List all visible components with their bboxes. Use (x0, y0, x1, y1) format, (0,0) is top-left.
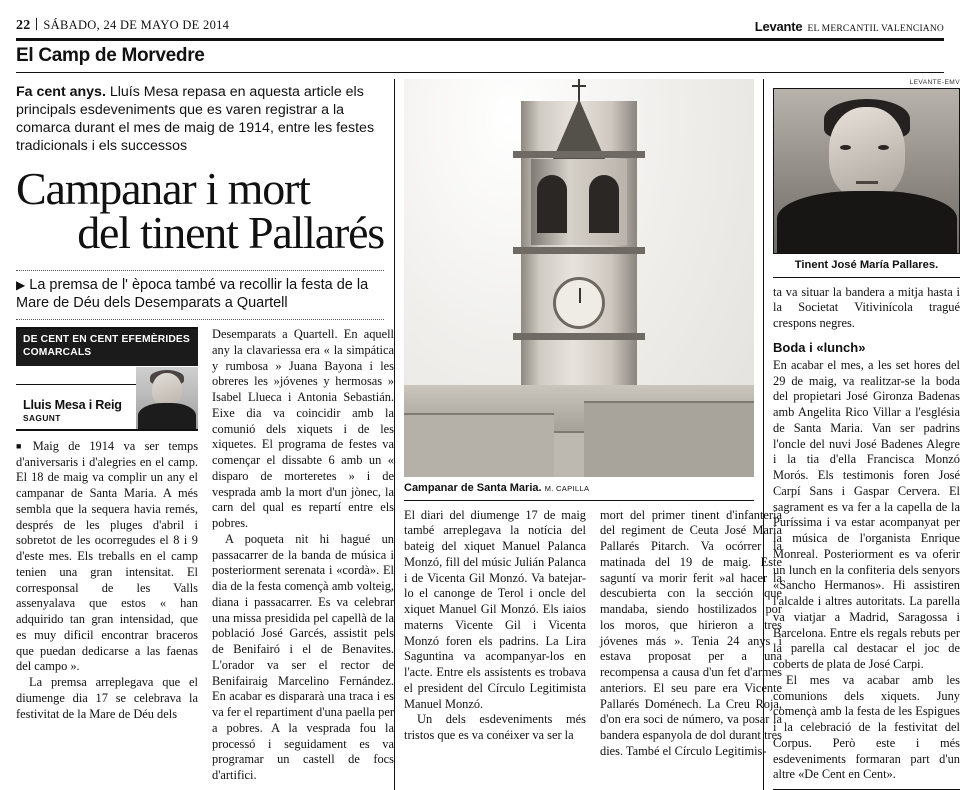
paragraph: El diari del diumenge 17 de maig també arreplegava la notícia del bateig del xiquet Manuel Palanca Monzó, fill del músic Julián Palanca i de Vicenta Gil Monzó. Va batejar-lo el canonge de Terol i oncle del xiquet Manuel Gil Monzó. Els iaios materns Vicente Gil i Vicenta Monzó foren els padrins. La Lira Saguntina va acompanyar-los en l'acte. Entre els assistents es trobava el president del Círculo Legitimista Manuel Monzó. (404, 508, 586, 713)
author-name-wrap (16, 398, 122, 429)
section-rule (16, 72, 944, 73)
headline-line-2: del tinent Pallarés (16, 211, 384, 256)
tower-clock (553, 277, 605, 329)
bell-tower (521, 101, 637, 431)
column-3 (404, 508, 586, 760)
article-subhead (16, 276, 384, 317)
author-identity (16, 366, 198, 429)
main-photo-bell-tower (404, 79, 754, 477)
paragraph: Un dels esdeveniments més tristos que es va conéixer va ser la (404, 712, 586, 744)
cross-icon (578, 79, 580, 101)
portrait-wrap (773, 79, 960, 254)
paragraph: A poqueta nit hi hagué un passacarrer de la banda de música i posteriorment serenata i «cordà». El dia de la festa començà amb volteig, diana i passacarrer. Es va celebrar una missa presidida pel capellà de la població José Garcés, assistit pels de Benifairó i el de Benavites. L'orador va ser el rector de Benifairaig Marcelino Fernández. En acabar es dispararà una traca i es va fer el repartiment d'una paella per a pobres. A la vesprada fou la processó i seguidament es va programar un castell de focs d'artifici. (212, 532, 394, 784)
triangle-bullet-icon: ▶ (16, 278, 25, 292)
paragraph: Desemparats a Quartell. En aquell any la clavariessa era « la simpática y rumbosa » Juana Bayona i les obreres les »jóvenes y hermosas » Isabel Llueca i Antonia Sebastián. Eixe dia va coincidir amb la comunió dels xiquets i de les xiquetes. El programa de festes va començar el dissabte 6 amb un « disparo de morteretes » i de vesprada amb la mort d'un jònec, la carn del qual es repartí entre els pobres. (212, 327, 394, 532)
subhead-rule-top (16, 270, 384, 271)
kicker-text: Lluís Mesa repasa en aquesta article els principals esdeveniments que es varen registrar a la comarca durant el mes de maig de 1914, entre les festes tradicionals i els successos (16, 84, 374, 154)
masthead-brand: Levante (755, 19, 803, 34)
column-4 (600, 508, 782, 760)
subhead-rule-bottom (16, 319, 384, 320)
paragraph: En acabar el mes, a les set hores del 29 de maig, va realitzar-se la boda del propietari José Gironza Badenas amb Angelita Rico Villar a l'església de Santa Maria. Van ser padrins l'oncle del nuvi José Badenes Alegre i la tia d'ella Francisca Monzó Morós. Els testimonis foren José Carpí Sans i Gaspar Cervera. El sagrament es va fer a la capella de la Puríssima i va estar acompanyat per la música de l'organista Enrique Monreal. Posteriorment es va oferir un lunch en la confiteria dels senyors «Sancho Hermanos». Hi assistiren l'alcalde i altres autoritats. La parella va viatjar a Madrid, Saragossa i Barcelona. Entre els regals rebuts per la parella cal destacar el joc de coberts de plata de José Carpi. (773, 358, 960, 673)
portrait-caption: Tinent José María Pallares. (773, 254, 960, 278)
page-topbar (16, 14, 944, 34)
article-kicker (16, 79, 384, 155)
building (404, 413, 554, 477)
page-body (16, 79, 944, 790)
subsection-heading: Boda i «lunch» (773, 340, 960, 355)
tower-spire (553, 99, 605, 159)
masthead-subtitle: EL MERCANTIL VALENCIANO (807, 24, 944, 34)
center-block (394, 79, 764, 790)
caption-text: Campanar de Santa Maria. (404, 482, 542, 494)
author-photo-head (152, 373, 182, 407)
body-column-1 (16, 439, 198, 723)
author-name: Lluis Mesa i Reig (23, 398, 122, 412)
kicker-lead: Fa cent anys. (16, 84, 106, 100)
column-1 (16, 327, 198, 784)
center-two-columns (404, 508, 754, 760)
building (584, 401, 754, 477)
paragraph: ta va situar la bandera a mitja hasta i la Societat Vitivinícola tragué crespons negres. (773, 285, 960, 332)
body-column-3 (404, 508, 586, 744)
paragraph: La premsa arreplegava que el diumenge dia 17 se celebrava la festivitat de la Mare de Déu dels (16, 675, 198, 722)
page-number: 22 (16, 18, 30, 34)
body-column-5 (773, 285, 960, 332)
tower-cornice (513, 151, 645, 158)
headline-line-1: Campanar i mort (16, 163, 310, 214)
body-column-4 (600, 508, 782, 760)
paragraph: mort del primer tinent d'infanteria del regiment de Ceuta José María Pallarés Pitarch. Va ocórrer la matinada del 19 de maig. Este saguntí va morir ferit »al hacer la descubierta con la sección que mandaba, siendo hostilizados por los moros, que hirieron a tres jóvenes más ». Tenia 24 anys i estava proposat per a una recompensa a causa d'un fet d'armes anteriors. El seu pare era Vicente Pallarés Doménech. La Creu Roja, d'on era soci de número, va posar la bandera espanyola de dol durant tres dies. També el Círculo Legitimis- (600, 508, 782, 760)
paragraph: El mes va acabar amb les comunions dels xiquets. Juny començà amb la festa de les Espigues i la celebració de la festivitat del Corpus. Però este i més esdeveniments formaran part d'un altre «De Cent en Cent». (773, 673, 960, 783)
paragraph: ■ Maig de 1914 va ser temps d'aniversaris i d'alegries en el camp. El 18 de maig va complir un any el campanar de Santa Maria. A més sembla que la sequera havia remés, després de les pluges d'abril i sobretot de les ocorregudes el 8 i 9 d'este mes. Els treballs en el camp tenien una gran intensitat. El corresponsal de les Valls assenyalava que estos « han adquirido tan gran intensidad, que es muy dificil encontrar braceros que puedan dedicarse a las faenas del campo ». (16, 439, 198, 675)
left-block (16, 79, 394, 790)
author-photo-body (138, 403, 196, 429)
subhead-text: La premsa de l' època també va recollir la festa de la Mare de Déu dels Desemparats a Quartell (16, 277, 368, 311)
folio-divider (36, 18, 37, 30)
portrait-credit: LEVANTE-EMV (773, 79, 960, 88)
masthead (755, 19, 944, 34)
portrait-eye (878, 145, 889, 150)
left-two-columns (16, 327, 384, 784)
column-2 (212, 327, 394, 784)
photo-rooftops (404, 385, 754, 477)
author-box (16, 327, 198, 431)
section-title: El Camp de Morvedre (16, 41, 944, 72)
author-photo (136, 367, 198, 429)
tower-cornice (513, 247, 645, 254)
portrait-photo-lieutenant (773, 88, 960, 254)
folio (16, 17, 229, 34)
main-photo-caption (404, 477, 754, 501)
belfry-arch (589, 175, 619, 233)
author-city: SAGUNT (23, 413, 122, 423)
portrait-mouth (856, 181, 878, 184)
article-headline (16, 167, 384, 256)
series-title: DE CENT EN CENT EFEMÈRIDES COMARCALS (16, 329, 198, 366)
photo-credit: M. CAPILLA (545, 484, 590, 493)
body-column-5-rest (773, 358, 960, 783)
right-block (764, 79, 960, 790)
tower-cornice (513, 333, 645, 340)
portrait-body (777, 191, 957, 253)
body-column-2 (212, 327, 394, 784)
publication-date: SÁBADO, 24 DE MAYO DE 2014 (43, 18, 229, 33)
belfry-arch (537, 175, 567, 233)
portrait-head (829, 107, 905, 199)
portrait-eye (840, 145, 851, 150)
